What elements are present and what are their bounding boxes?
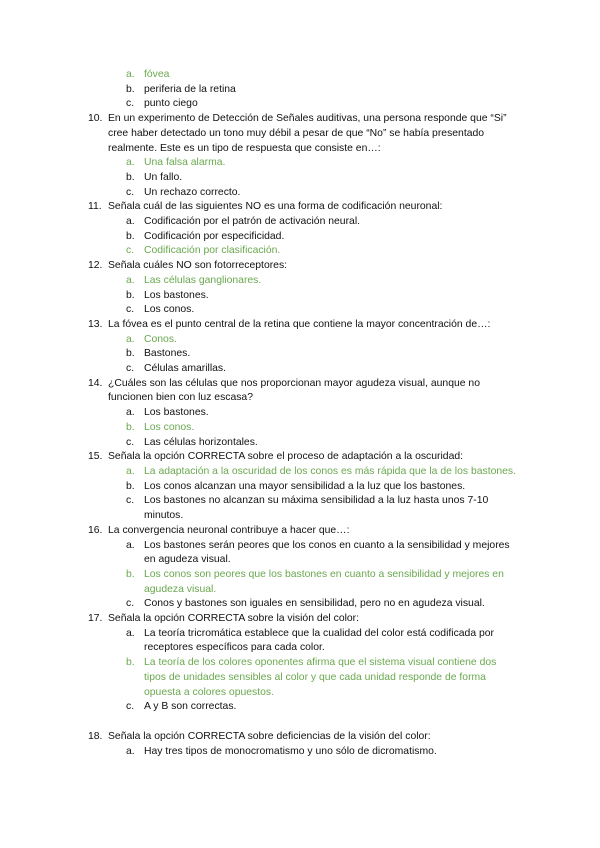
answer-option bbox=[0, 347, 600, 362]
question-list bbox=[0, 68, 600, 759]
answer-option-correct bbox=[0, 656, 600, 700]
option-text: Un fallo. bbox=[144, 171, 183, 183]
option-text: La teoría tricromática establece que la cualidad del color está codificada por receptores específicos para cada color. bbox=[144, 627, 495, 654]
question-number: 12. bbox=[88, 260, 103, 272]
answer-option bbox=[0, 83, 600, 98]
option-letter: b. bbox=[126, 230, 135, 242]
answer-option-correct bbox=[0, 156, 600, 171]
option-letter: a. bbox=[126, 274, 135, 286]
option-text: Una falsa alarma. bbox=[144, 157, 226, 169]
answer-option bbox=[0, 745, 600, 760]
question-item bbox=[0, 612, 600, 627]
option-letter: a. bbox=[126, 333, 135, 345]
option-text: Los bastones. bbox=[144, 407, 209, 419]
option-text: Un rechazo correcto. bbox=[144, 186, 241, 198]
option-letter: c. bbox=[126, 245, 135, 257]
option-letter: c. bbox=[126, 436, 135, 448]
answer-option bbox=[0, 303, 600, 318]
question-text: En un experimento de Detección de Señales auditivas, una persona responde que “Si” cree haber detectado un tono muy débil a pesar de que “No” se había presentado realmente. Este es un tipo de respuesta que consiste en…: bbox=[108, 113, 507, 154]
option-letter: b. bbox=[126, 171, 135, 183]
option-letter: b. bbox=[126, 289, 135, 301]
option-text: Los bastones. bbox=[144, 289, 209, 301]
answer-option bbox=[0, 230, 600, 245]
answer-option-correct bbox=[0, 465, 600, 480]
option-letter: a. bbox=[126, 627, 135, 639]
option-text: Las células ganglionares. bbox=[144, 274, 262, 286]
answer-option-correct bbox=[0, 421, 600, 436]
option-letter: a. bbox=[126, 407, 135, 419]
option-letter: b. bbox=[126, 421, 135, 433]
question-item bbox=[0, 200, 600, 215]
question-text: La fóvea es el punto central de la retina que contiene la mayor concentración de…: bbox=[108, 318, 491, 330]
question-number: 16. bbox=[88, 524, 103, 536]
question-item bbox=[0, 524, 600, 539]
answer-option bbox=[0, 406, 600, 421]
answer-option-correct bbox=[0, 274, 600, 289]
answer-option bbox=[0, 494, 600, 523]
question-text: Señala cuál de las siguientes NO es una forma de codificación neuronal: bbox=[108, 201, 443, 213]
option-text: Conos. bbox=[144, 333, 177, 345]
option-text: Células amarillas. bbox=[144, 363, 226, 375]
option-letter: b. bbox=[126, 657, 135, 669]
option-text: Codificación por el patrón de activación neural. bbox=[144, 216, 361, 228]
option-text: Los bastones serán peores que los conos en cuanto a la sensibilidad y mejores en agudeza visual. bbox=[144, 539, 510, 566]
option-text: fóvea bbox=[144, 69, 170, 80]
question-number: 10. bbox=[88, 113, 103, 125]
answer-option bbox=[0, 539, 600, 568]
question-text: Señala cuáles NO son fotorreceptores: bbox=[108, 260, 288, 272]
option-text: Los conos son peores que los bastones en cuanto a sensibilidad y mejores en agudeza visual. bbox=[144, 568, 504, 595]
option-text: Las células horizontales. bbox=[144, 436, 258, 448]
question-text: Señala la opción CORRECTA sobre la visión del color: bbox=[108, 613, 360, 625]
option-letter: a. bbox=[126, 216, 135, 228]
option-letter: a. bbox=[126, 539, 135, 551]
option-letter: c. bbox=[126, 98, 135, 110]
question-item bbox=[0, 112, 600, 156]
answer-option bbox=[0, 597, 600, 612]
answer-option bbox=[0, 186, 600, 201]
option-letter: b. bbox=[126, 480, 135, 492]
answer-option bbox=[0, 171, 600, 186]
option-text: Codificación por clasificación. bbox=[144, 245, 281, 257]
answer-option-correct bbox=[0, 244, 600, 259]
question-number: 14. bbox=[88, 377, 103, 389]
option-text: Conos y bastones son iguales en sensibilidad, pero no en agudeza visual. bbox=[144, 598, 485, 610]
answer-option-correct bbox=[0, 568, 600, 597]
option-letter: a. bbox=[126, 745, 135, 757]
question-item bbox=[0, 377, 600, 406]
question-number: 13. bbox=[88, 318, 103, 330]
option-text: La adaptación a la oscuridad de los conos es más rápida que la de los bastones. bbox=[144, 465, 516, 477]
option-letter: a. bbox=[126, 69, 135, 80]
question-number: 17. bbox=[88, 613, 103, 625]
option-letter: b. bbox=[126, 348, 135, 360]
option-text: periferia de la retina bbox=[144, 83, 236, 95]
option-letter: c. bbox=[126, 186, 135, 198]
answer-option bbox=[0, 480, 600, 495]
option-text: Hay tres tipos de monocromatismo y uno sólo de dicromatismo. bbox=[144, 745, 437, 757]
question-number: 18. bbox=[88, 730, 103, 742]
answer-option bbox=[0, 215, 600, 230]
question-number: 15. bbox=[88, 451, 103, 463]
option-text: A y B son correctas. bbox=[144, 701, 237, 713]
question-text: La convergencia neuronal contribuye a hacer que…: bbox=[108, 524, 350, 536]
question-item bbox=[0, 450, 600, 465]
answer-option bbox=[0, 627, 600, 656]
question-item bbox=[0, 730, 600, 745]
option-letter: a. bbox=[126, 157, 135, 169]
answer-option bbox=[0, 97, 600, 112]
option-text: Los conos. bbox=[144, 304, 195, 316]
answer-option bbox=[0, 436, 600, 451]
answer-option-correct bbox=[0, 333, 600, 348]
question-text: Señala la opción CORRECTA sobre el proceso de adaptación a la oscuridad: bbox=[108, 451, 464, 463]
option-letter: a. bbox=[126, 465, 135, 477]
option-text: Los bastones no alcanzan su máxima sensibilidad a la luz hasta unos 7-10 minutos. bbox=[144, 495, 489, 522]
answer-option bbox=[0, 289, 600, 304]
option-letter: c. bbox=[126, 363, 135, 375]
answer-option-correct bbox=[0, 68, 600, 83]
option-letter: b. bbox=[126, 568, 135, 580]
option-letter: c. bbox=[126, 701, 135, 713]
option-letter: c. bbox=[126, 598, 135, 610]
question-item bbox=[0, 318, 600, 333]
option-text: Los conos. bbox=[144, 421, 195, 433]
option-text: Codificación por especificidad. bbox=[144, 230, 285, 242]
answer-option bbox=[0, 700, 600, 715]
option-text: La teoría de los colores oponentes afirma que el sistema visual contiene dos tipos de unidades sensibles al color y que cada unidad responde de forma opuesta a colores opuestos. bbox=[144, 657, 497, 698]
question-text: Señala la opción CORRECTA sobre deficiencias de la visión del color: bbox=[108, 730, 431, 742]
option-text: Bastones. bbox=[144, 348, 191, 360]
answer-option bbox=[0, 362, 600, 377]
option-letter: c. bbox=[126, 304, 135, 316]
blank-line bbox=[0, 715, 600, 730]
question-number: 11. bbox=[88, 201, 102, 213]
option-letter: b. bbox=[126, 83, 135, 95]
option-text: punto ciego bbox=[144, 98, 198, 110]
question-text: ¿Cuáles son las células que nos proporcionan mayor agudeza visual, aunque no funcionen bien con luz escasa? bbox=[108, 377, 480, 404]
option-text: Los conos alcanzan una mayor sensibilidad a la luz que los bastones. bbox=[144, 480, 466, 492]
option-letter: c. bbox=[126, 495, 135, 507]
question-item bbox=[0, 259, 600, 274]
